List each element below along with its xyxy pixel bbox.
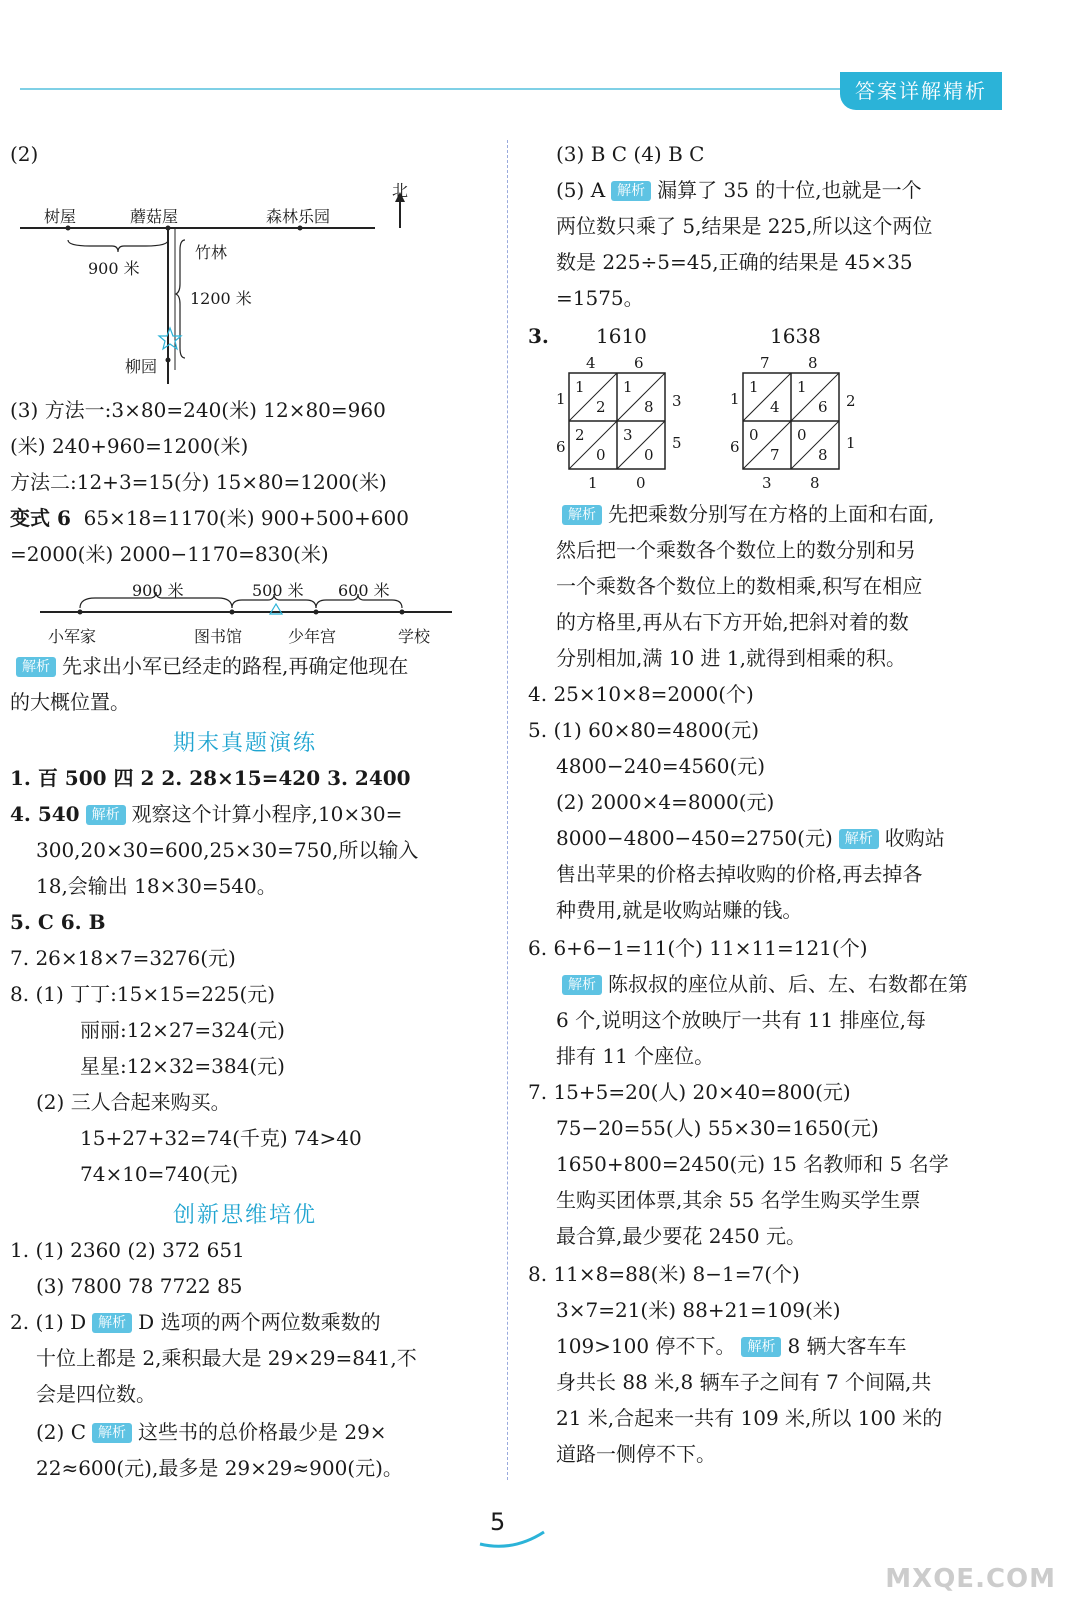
q5d-calc: 8000−4800−450=2750(元)	[556, 826, 833, 850]
right-q5g: 种费用,就是收购站赚的钱。	[556, 898, 803, 922]
star-marker-icon	[159, 328, 181, 349]
route-map-1	[0, 170, 500, 390]
bianshi-text-1: 65×18=1170(米) 900+500+600	[83, 506, 409, 530]
grid2-cell-1b: 4	[770, 398, 780, 416]
grid1-title: 1610	[596, 324, 647, 348]
left-c2e	[36, 1420, 387, 1444]
left-c1b: (3) 7800 78 7722 85	[36, 1274, 243, 1298]
grid1-right-2: 5	[672, 434, 682, 452]
right-q8b: 3×7=21(米) 88+21=109(米)	[556, 1298, 841, 1322]
map2-label-school: 学校	[398, 627, 431, 646]
right-q3-label: 3.	[528, 324, 549, 348]
map1-label-zhulin: 竹林	[195, 243, 228, 262]
map1-label-shuwu: 树屋	[44, 207, 77, 226]
section-title-chuangxin: 创新思维培优	[172, 1203, 317, 1228]
right-q5c: (2) 2000×4=8000(元)	[556, 790, 775, 814]
right-q6d: 排有 11 个座位。	[556, 1044, 715, 1068]
c2-note: D 选项的两个两位数乘数的	[138, 1310, 381, 1334]
c2-answer: 2. (1) D	[10, 1310, 87, 1334]
left-c2c: 十位上都是 2,乘积最大是 29×29=841,不	[36, 1346, 417, 1370]
column-divider	[507, 140, 508, 1480]
jiexi-tag: 解析	[16, 657, 56, 677]
right-q8a: 8. 11×8=88(米) 8−1=7(个)	[528, 1262, 800, 1286]
grid2-title: 1638	[770, 324, 821, 348]
right-r2e: =1575。	[556, 286, 644, 310]
grid2-cell-3a: 0	[749, 426, 759, 444]
note-text: 先求出小军已经走的路程,再确定他现在	[62, 654, 409, 678]
grid2-cell-1a: 1	[749, 378, 759, 396]
right-q8f: 21 米,合起来一共有 109 米,所以 100 米的	[556, 1406, 943, 1430]
grid1-top-2: 6	[634, 354, 644, 372]
header-tag: 答案详解精析	[840, 72, 1002, 110]
q4-note: 观察这个计算小程序,10×30=	[131, 802, 403, 826]
grid2-cell-4a: 0	[797, 426, 807, 444]
jiexi-tag: 解析	[611, 181, 651, 201]
left-q8e: 15+27+32=74(千克) 74>40	[80, 1126, 362, 1150]
left-c2g: 22≈600(元),最多是 29×29≈900(元)。	[36, 1456, 403, 1480]
grid1-cell-2b: 8	[644, 398, 654, 416]
right-r2c: 两位数只乘了 5,结果是 225,所以这个两位	[556, 214, 933, 238]
right-r1: (3) B C (4) B C	[556, 142, 705, 166]
left-q1: 1. 百 500 四 2 2. 28×15=420 3. 2400	[10, 766, 411, 790]
grid1-cell-2a: 1	[623, 378, 633, 396]
map1-label-900: 900 米	[88, 259, 140, 278]
jiexi-tag: 解析	[562, 975, 602, 995]
grid2-cell-2b: 6	[818, 398, 828, 416]
header-rule	[20, 88, 840, 90]
right-q7a: 7. 15+5=20(人) 20×40=800(元)	[528, 1080, 851, 1104]
grid1-cell-1b: 2	[596, 398, 606, 416]
map2-point-home	[78, 610, 83, 615]
grid1-cell-3b: 0	[596, 446, 606, 464]
grid2-cell-3b: 7	[770, 446, 780, 464]
right-q6c: 6 个,说明这个放映厅一共有 11 排座位,每	[556, 1008, 926, 1032]
map1-label-liuyuan: 柳园	[125, 357, 158, 376]
map1-north-label: 北	[392, 181, 409, 200]
right-q7c: 1650+800=2450(元) 15 名教师和 5 名学	[556, 1152, 949, 1176]
jiexi-tag: 解析	[839, 829, 879, 849]
grid2-cell-4b: 8	[818, 446, 828, 464]
right-q7e: 最合算,最少要花 2450 元。	[556, 1224, 806, 1248]
grid2-cell-2a: 1	[797, 378, 807, 396]
left-q8b: 丽丽:12×27=324(元)	[80, 1018, 285, 1042]
bianshi-line-2: =2000(米) 2000−1170=830(米)	[10, 542, 329, 566]
right-q4: 4. 25×10×8=2000(个)	[528, 682, 754, 706]
right-r2a	[556, 178, 922, 202]
grid2-left-1: 1	[730, 390, 740, 408]
q6b-note: 陈叔叔的座位从前、后、左、右数都在第	[608, 972, 968, 996]
map1-brace-900	[68, 240, 168, 252]
grid2-top-2: 8	[808, 354, 818, 372]
grid2-right-2: 1	[846, 434, 856, 452]
grid1-left-2: 6	[556, 438, 566, 456]
left-line-2: (米) 240+960=1200(米)	[10, 434, 249, 458]
page-number-swoosh	[478, 1530, 548, 1550]
q8c-calc: 109>100 停不下。	[556, 1334, 736, 1358]
right-n3a	[556, 502, 934, 526]
map2-point-lib	[230, 610, 235, 615]
left-p2-label: (2)	[10, 142, 39, 166]
map2-label-lib: 图书馆	[194, 627, 243, 646]
q4-answer: 4. 540	[10, 802, 80, 826]
grid1-cell-3a: 2	[575, 426, 585, 444]
left-line-3: 方法二:12+3=15(分) 15×80=1200(米)	[10, 470, 387, 494]
grid1-cell-1a: 1	[575, 378, 585, 396]
map1-label-mogu: 蘑菇屋	[130, 207, 179, 226]
right-r2d: 数是 225÷5=45,正确的结果是 45×35	[556, 250, 913, 274]
left-c2d: 会是四位数。	[36, 1382, 156, 1406]
right-q8e: 身共长 88 米,8 辆车子之间有 7 个间隔,共	[556, 1370, 932, 1394]
left-q7: 7. 26×18×7=3276(元)	[10, 946, 236, 970]
n3a-text: 先把乘数分别写在方格的上面和右面,	[608, 502, 935, 526]
section-title-qimo: 期末真题演练	[172, 731, 317, 756]
grid1-top-1: 4	[586, 354, 596, 372]
left-q8a: 8. (1) 丁丁:15×15=225(元)	[10, 982, 276, 1006]
grid1-left-1: 1	[556, 390, 566, 408]
right-q8c	[556, 1334, 907, 1358]
right-q6a: 6. 6+6−1=11(个) 11×11=121(个)	[528, 936, 868, 960]
right-n3b: 然后把一个乘数各个数位上的数分别和另	[556, 538, 916, 562]
r2-note: 漏算了 35 的十位,也就是一个	[657, 178, 922, 202]
jiexi-tag: 解析	[92, 1313, 132, 1333]
right-q5f: 售出苹果的价格去掉收购的价格,再去掉各	[556, 862, 923, 886]
left-q5: 5. C 6. B	[10, 910, 106, 934]
r2-answer: (5) A	[556, 178, 606, 202]
grid2-left-2: 6	[730, 438, 740, 456]
map2-label-home: 小军家	[48, 627, 97, 646]
bianshi-line-1	[10, 506, 409, 530]
map1-point-liuyuan	[166, 358, 171, 363]
c2e-answer: (2) C	[36, 1420, 86, 1444]
right-q7d: 生购买团体票,其余 55 名学生购买学生票	[556, 1188, 921, 1212]
map2-label-palace: 少年宫	[288, 627, 337, 646]
map2-label-600: 600 米	[338, 581, 390, 600]
grid1-cell-4b: 0	[644, 446, 654, 464]
left-q4d: 18,会输出 18×30=540。	[36, 874, 277, 898]
jiexi-tag: 解析	[92, 1423, 132, 1443]
map2-point-school	[400, 610, 405, 615]
map1-label-1200: 1200 米	[190, 289, 252, 308]
left-q8d: (2) 三人合起来购买。	[36, 1090, 231, 1114]
watermark: MXQE.COM	[885, 1564, 1056, 1594]
q5e-note: 收购站	[884, 826, 945, 850]
map1-brace-1200	[176, 240, 185, 358]
right-n3c: 一个乘数各个数位上的数相乘,积写在相应	[556, 574, 923, 598]
right-q5a: 5. (1) 60×80=4800(元)	[528, 718, 760, 742]
q8d-note: 8 辆大客车车	[787, 1334, 907, 1358]
left-note-1a	[10, 654, 408, 678]
right-q5b: 4800−240=4560(元)	[556, 754, 766, 778]
bianshi-label: 变式 6	[10, 506, 71, 530]
page-number: 5	[490, 1508, 506, 1536]
left-q4c: 300,20×30=600,25×30=750,所以输入	[36, 838, 419, 862]
right-q8g: 道路一侧停不下。	[556, 1442, 716, 1466]
grid1-cell-4a: 3	[623, 426, 633, 444]
grid1-bottom-1: 1	[588, 474, 598, 492]
left-c2a	[10, 1310, 381, 1334]
left-q8c: 星星:12×32=384(元)	[80, 1054, 285, 1078]
left-note-1b: 的大概位置。	[10, 690, 130, 714]
map2-label-500: 500 米	[252, 581, 304, 600]
grid2-bottom-1: 3	[762, 474, 772, 492]
left-c1a: 1. (1) 2360 (2) 372 651	[10, 1238, 245, 1262]
jiexi-tag: 解析	[86, 805, 126, 825]
grid2-right-1: 2	[846, 392, 856, 410]
right-q5d	[556, 826, 945, 850]
right-n3d: 的方格里,再从右下方开始,把斜对着的数	[556, 610, 909, 634]
jiexi-tag: 解析	[741, 1337, 781, 1357]
map2-label-900: 900 米	[132, 581, 184, 600]
grid2-top-1: 7	[760, 354, 770, 372]
map1-label-senlin: 森林乐园	[266, 207, 331, 226]
right-q6b	[556, 972, 968, 996]
grid1-bottom-2: 0	[636, 474, 646, 492]
grid1-right-1: 3	[672, 392, 682, 410]
right-q7b: 75−20=55(人) 55×30=1650(元)	[556, 1116, 879, 1140]
jiexi-tag: 解析	[562, 505, 602, 525]
left-q8f: 74×10=740(元)	[80, 1162, 239, 1186]
left-q4a	[10, 802, 402, 826]
grid2-bottom-2: 8	[810, 474, 820, 492]
left-line-1: (3) 方法一:3×80=240(米) 12×80=960	[10, 398, 386, 422]
right-n3e: 分别相加,满 10 进 1,就得到相乘的积。	[556, 646, 906, 670]
c2f-note: 这些书的总价格最少是 29×	[138, 1420, 387, 1444]
map2-point-palace	[314, 610, 319, 615]
